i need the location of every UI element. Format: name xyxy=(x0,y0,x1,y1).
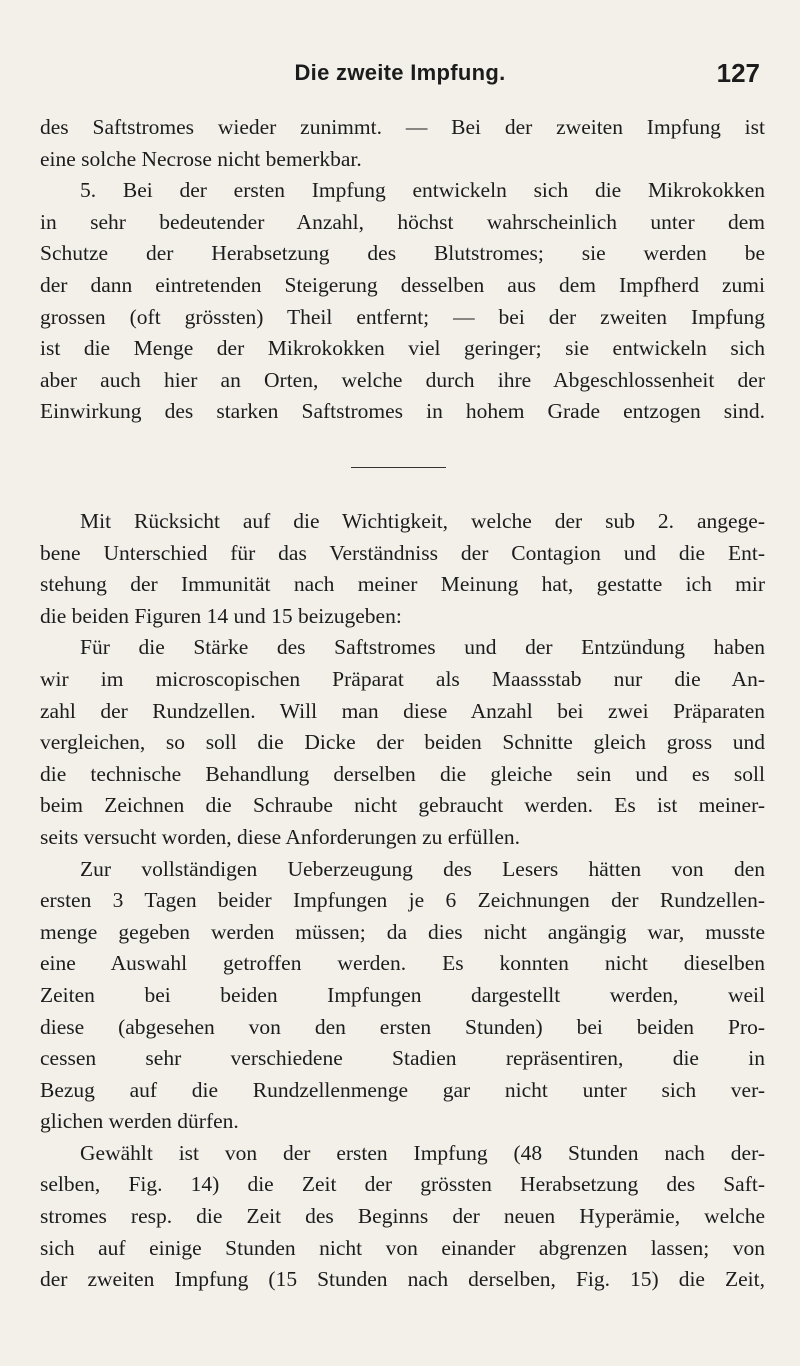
text-line: ersten 3 Tagen beider Impfungen je 6 Zeichnungen der Rundzellen- xyxy=(40,888,765,913)
text-line: die technische Behandlung derselben die gleiche sein und es soll xyxy=(40,761,765,786)
text-line: der zweiten Impfung (15 Stunden nach derselben, Fig. 15) die Zeit, xyxy=(40,1267,765,1292)
text-line: in sehr bedeutender Anzahl, höchst wahrscheinlich unter dem xyxy=(40,209,765,234)
section-divider xyxy=(351,467,446,468)
text-line: glichen werden dürfen. xyxy=(40,1109,239,1134)
text-line: ist die Menge der Mikrokokken viel geringer; sie entwickeln sich xyxy=(40,336,765,361)
text-line: selben, Fig. 14) die Zeit der grössten Herabsetzung des Saft- xyxy=(40,1172,765,1197)
text-line: Zeiten bei beiden Impfungen dargestellt werden, weil xyxy=(40,982,765,1007)
text-line: Mit Rücksicht auf die Wichtigkeit, welche der sub 2. angege- xyxy=(80,509,765,533)
text-line: vergleichen, so soll die Dicke der beiden Schnitte gleich gross und xyxy=(40,730,765,755)
text-line: stehung der Immunität nach meiner Meinung hat, gestatte ich mir xyxy=(40,572,765,597)
running-header xyxy=(40,60,760,90)
text-line: Zur vollständigen Ueberzeugung des Lesers hätten von den xyxy=(80,856,765,881)
text-line: diese (abgesehen von den ersten Stunden) bei beiden Pro- xyxy=(40,1014,765,1039)
paragraph-block-top xyxy=(40,112,765,428)
text-line: zahl der Rundzellen. Will man diese Anzahl bei zwei Präparaten xyxy=(40,698,765,723)
text-line: wir im microscopischen Präparat als Maassstab nur die An- xyxy=(40,666,765,691)
text-line: Gewählt ist von der ersten Impfung (48 Stunden nach der- xyxy=(80,1140,765,1165)
text-line: cessen sehr verschiedene Stadien repräsentiren, die in xyxy=(40,1046,765,1071)
page-number: 127 xyxy=(716,58,760,88)
text-line: Bezug auf die Rundzellenmenge gar nicht unter sich ver- xyxy=(40,1077,765,1102)
text-line: Schutze der Herabsetzung des Blutstromes; sie werden be xyxy=(40,241,765,266)
text-line: beim Zeichnen die Schraube nicht gebraucht werden. Es ist meiner- xyxy=(40,793,765,818)
text-line: seits versucht worden, diese Anforderungen zu erfüllen. xyxy=(40,824,521,849)
text-line: eine Auswahl getroffen werden. Es konnten nicht dieselben xyxy=(40,951,765,976)
text-line: 5. Bei der ersten Impfung entwickeln sich die Mikrokokken xyxy=(80,178,765,203)
text-line: die beiden Figuren 14 und 15 beizugeben: xyxy=(40,603,402,628)
running-title: Die zweite Impfung. xyxy=(294,60,506,85)
text-line: menge gegeben werden müssen; da dies nicht angängig war, musste xyxy=(40,919,765,944)
text-line: stromes resp. die Zeit des Beginns der neuen Hyperämie, welche xyxy=(40,1204,765,1229)
text-line: grossen (oft grössten) Theil entfernt; — bei der zweiten Impfung xyxy=(40,304,765,329)
text-line: bene Unterschied für das Verständniss der Contagion und die Ent- xyxy=(40,540,765,565)
text-line: Einwirkung des starken Saftstromes in hohem Grade entzogen sind. xyxy=(40,399,765,424)
paragraph-block-bottom xyxy=(40,506,765,1296)
text-line: der dann eintretenden Steigerung desselben aus dem Impfherd zumi xyxy=(40,272,765,297)
text-line: sich auf einige Stunden nicht von einander abgrenzen lassen; von xyxy=(40,1235,765,1260)
text-line: aber auch hier an Orten, welche durch ihre Abgeschlossenheit der xyxy=(40,367,765,392)
text-line: eine solche Necrose nicht bemerkbar. xyxy=(40,146,362,171)
text-line: Für die Stärke des Saftstromes und der Entzündung haben xyxy=(80,635,765,660)
text-line: des Saftstromes wieder zunimmt. — Bei der zweiten Impfung ist xyxy=(40,115,765,139)
